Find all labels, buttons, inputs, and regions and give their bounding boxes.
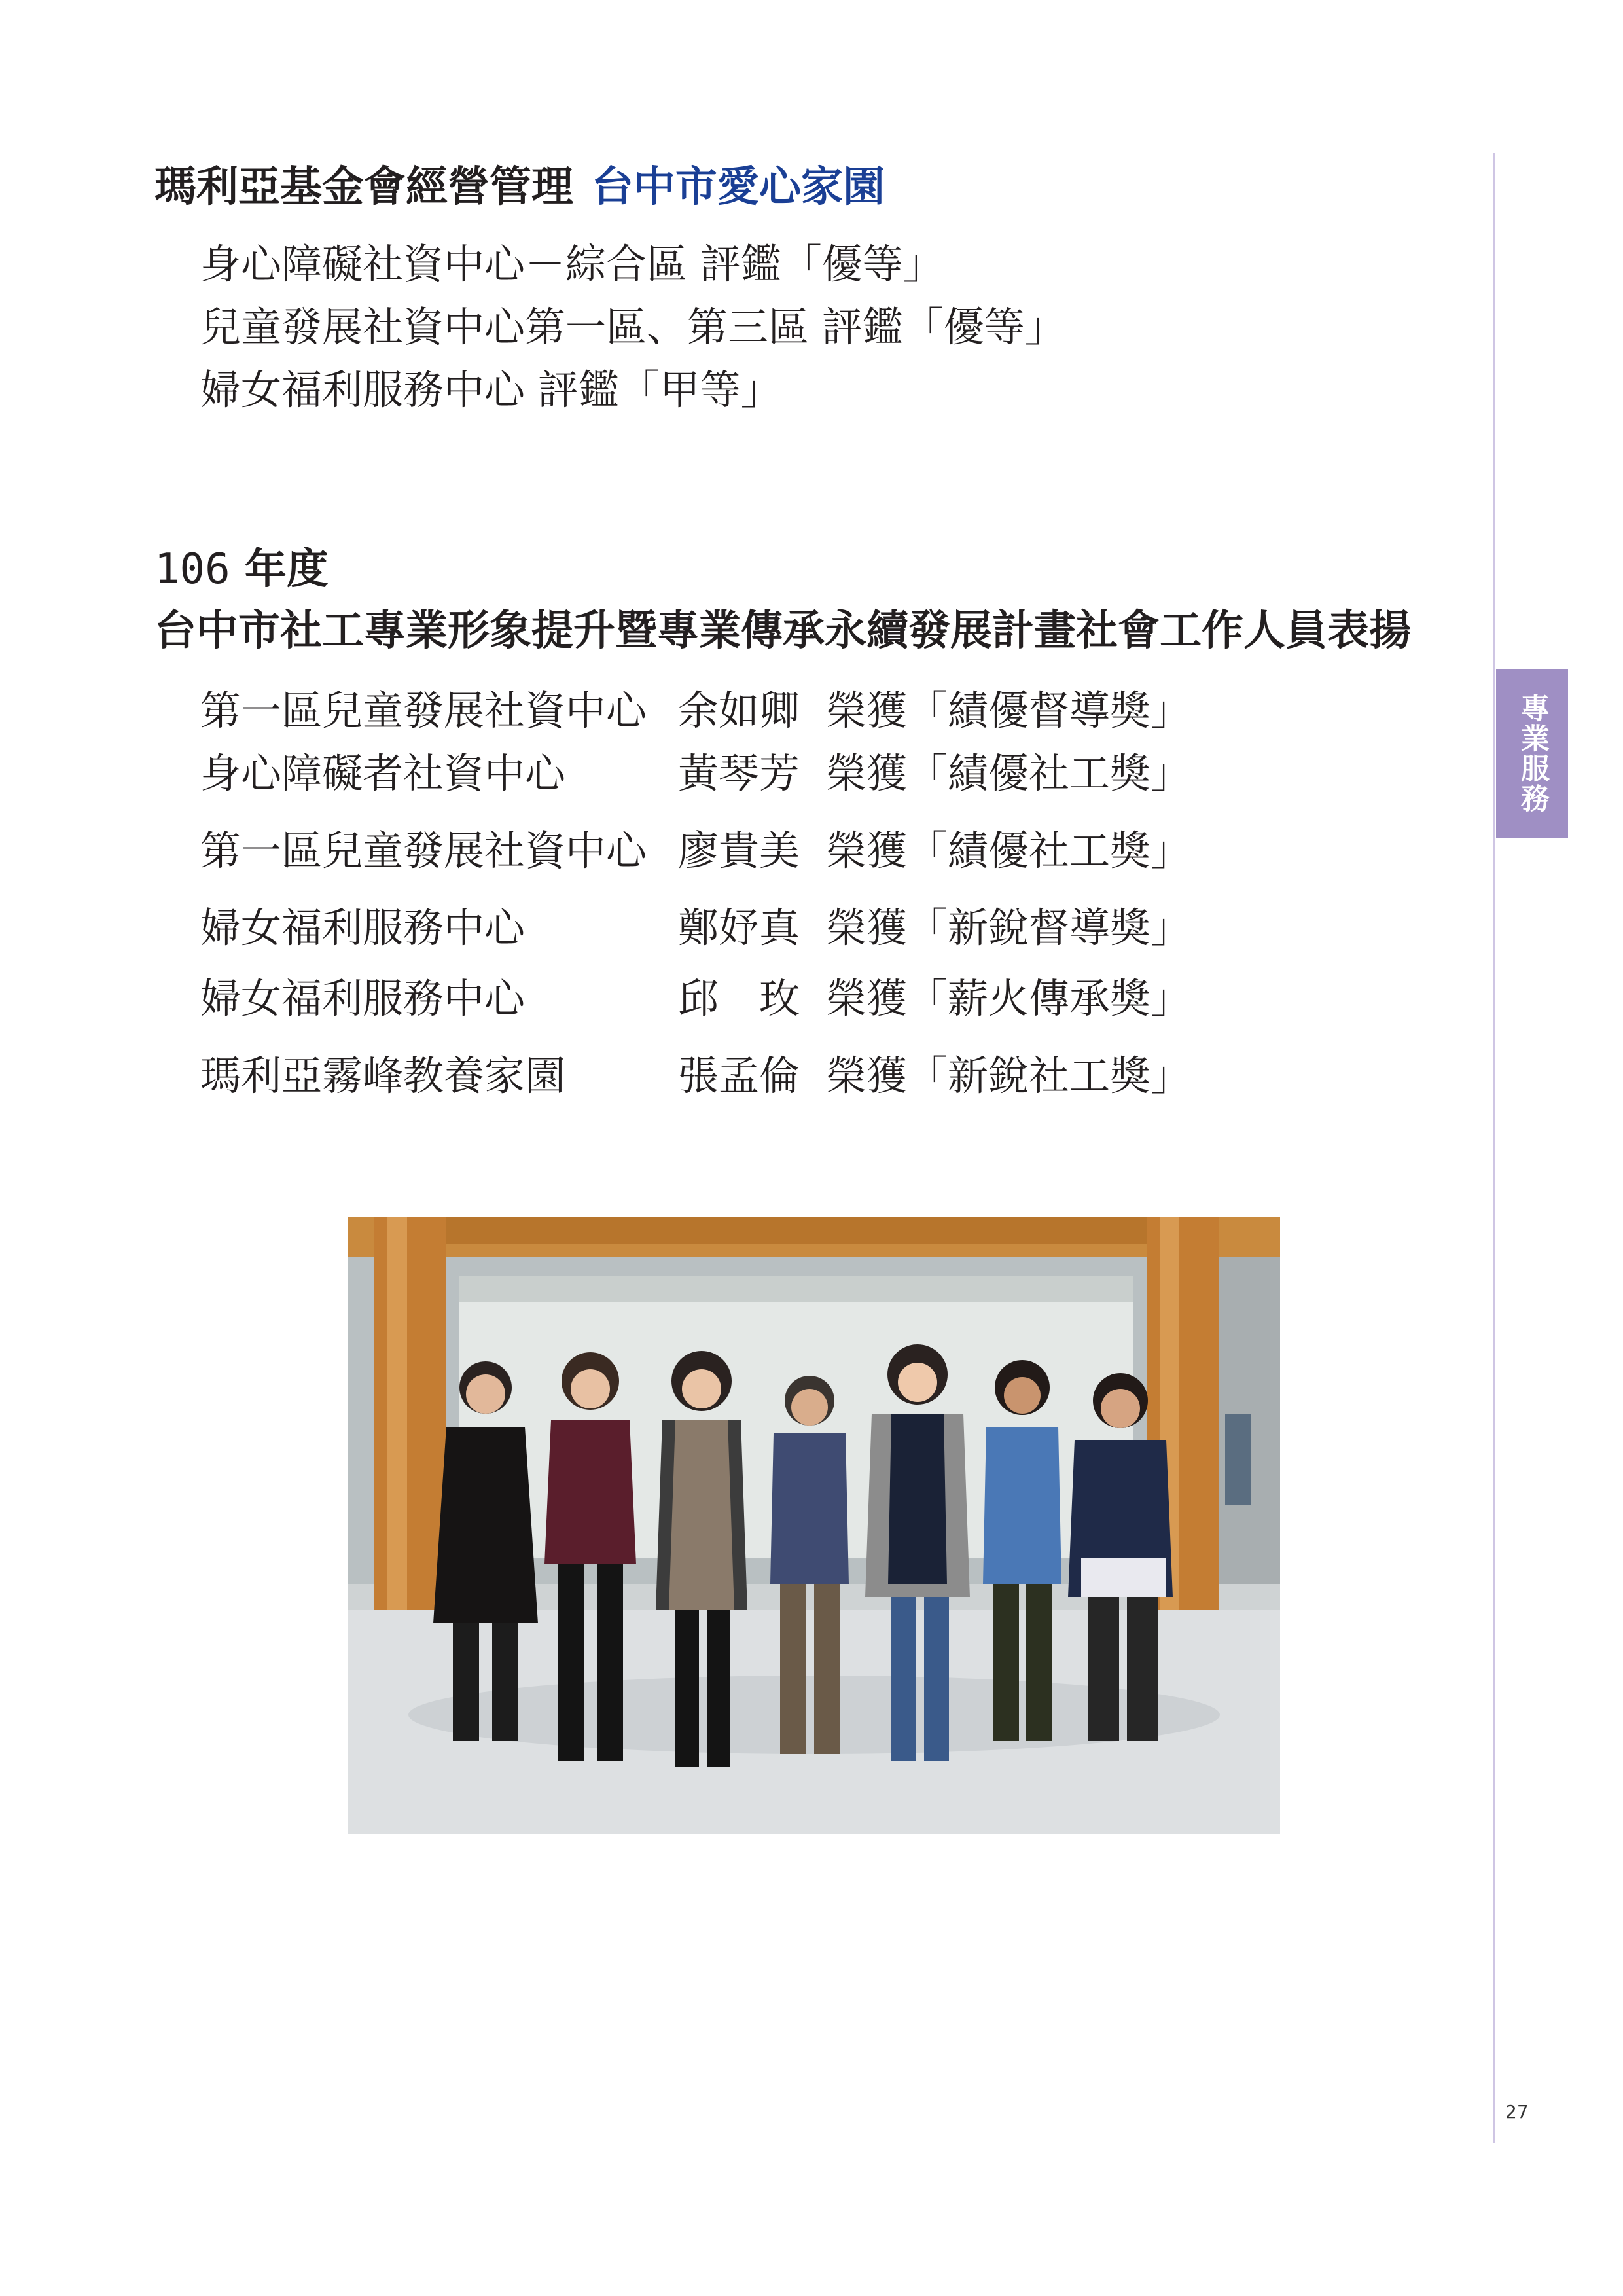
program-title: 台中市社工專業形象提升暨專業傳承永續發展計畫社會工作人員表揚 [154, 607, 1411, 655]
section-tab [1496, 669, 1568, 838]
honor-award: 榮獲「新銳社工獎」 [826, 1052, 1192, 1100]
honor-person: 鄭妤真 [678, 904, 800, 952]
group-photo [348, 1217, 1280, 1834]
honor-person: 黃琴芳 [678, 749, 800, 797]
year-number: 106 [154, 545, 230, 594]
honor-person: 邱 玫 [678, 975, 800, 1022]
evaluation-item: 身心障礙社資中心－綜合區 評鑑「優等」 [200, 240, 944, 288]
honor-unit: 婦女福利服務中心 [200, 975, 526, 1022]
year-heading [154, 537, 329, 602]
year-suffix: 年度 [230, 545, 329, 594]
honor-award: 榮獲「新銳督導獎」 [826, 904, 1192, 952]
honor-person: 余如卿 [678, 687, 800, 734]
page-number: 27 [1505, 2101, 1529, 2123]
page-rule [1493, 153, 1495, 2143]
honor-person: 廖貴美 [678, 827, 800, 874]
honor-award: 榮獲「績優社工獎」 [826, 749, 1192, 797]
honor-unit: 身心障礙者社資中心 [200, 749, 566, 797]
org-heading-title: 瑪利亞基金會經營管理 [154, 163, 573, 211]
org-heading-accent: 台中市愛心家園 [592, 163, 885, 211]
evaluation-list [200, 233, 1065, 422]
honor-unit: 第一區兒童發展社資中心 [200, 827, 647, 874]
group-photo-illustration [348, 1217, 1280, 1834]
org-heading [154, 154, 885, 220]
evaluation-item: 婦女福利服務中心 評鑑「甲等」 [200, 366, 781, 414]
honor-award: 榮獲「績優督導獎」 [826, 687, 1192, 734]
honor-person: 張孟倫 [678, 1052, 800, 1100]
honor-unit: 第一區兒童發展社資中心 [200, 687, 647, 734]
honor-award: 榮獲「薪火傳承獎」 [826, 975, 1192, 1022]
section-tab-label: 專業服務 [1516, 693, 1549, 814]
evaluation-item: 兒童發展社資中心第一區、第三區 評鑑「優等」 [200, 303, 1065, 351]
honor-unit: 婦女福利服務中心 [200, 904, 526, 952]
honor-unit: 瑪利亞霧峰教養家園 [200, 1052, 566, 1100]
honor-award: 榮獲「績優社工獎」 [826, 827, 1192, 874]
